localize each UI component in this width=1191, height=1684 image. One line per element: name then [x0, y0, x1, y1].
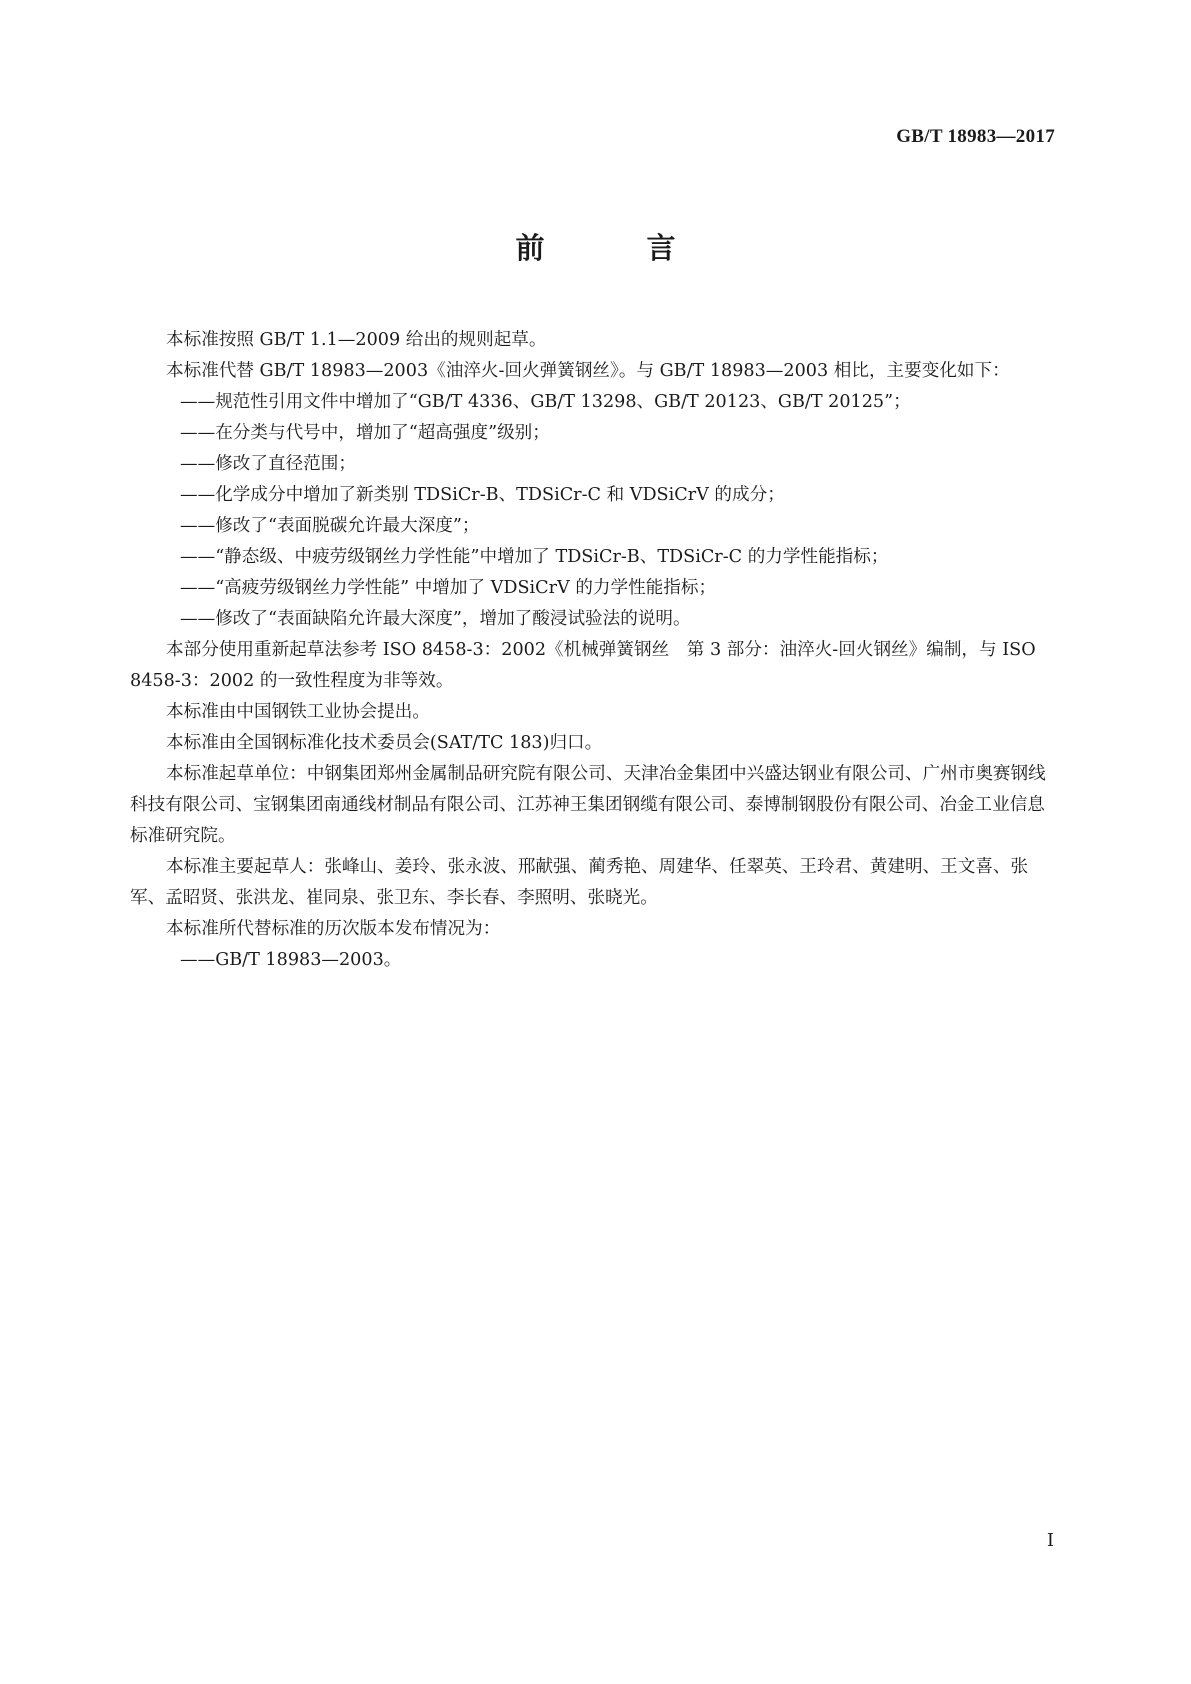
page-title: 前 言 [515, 231, 722, 265]
paragraph-proposer: 本标准由中国钢铁工业协会提出。 [166, 702, 430, 722]
paragraph-version-history: 本标准所代替标准的历次版本发布情况为： [166, 919, 501, 939]
paragraph-iso-reference: 本部分使用重新起草法参考 ISO 8458-3：2002《机械弹簧钢丝 第 3 部分：油淬火-回火钢丝》编制，与 ISO 8458-3：2002 的一致性程度为非等效。 [130, 640, 1036, 691]
history-item: ——GB/T 18983—2003。 [180, 950, 402, 970]
change-item: ——化学成分中增加了新类别 TDSiCr-B、TDSiCr-C 和 VDSiCrV 的成分； [180, 485, 785, 505]
change-item: ——“静态级、中疲劳级钢丝力学性能”中增加了 TDSiCr-B、TDSiCr-C 的力学性能指标； [180, 547, 889, 567]
change-item: ——修改了“表面缺陷允许最大深度”，增加了酸浸试验法的说明。 [180, 609, 691, 629]
change-item: ——“高疲劳级钢丝力学性能” 中增加了 VDSiCrV 的力学性能指标； [180, 578, 717, 598]
foreword-body [130, 325, 1061, 976]
change-item: ——在分类与代号中，增加了“超高强度”级别； [180, 423, 550, 443]
change-item: ——规范性引用文件中增加了“GB/T 4336、GB/T 13298、GB/T 20123、GB/T 20125”； [180, 392, 911, 412]
change-item: ——修改了直径范围； [180, 454, 356, 474]
paragraph-drafting-units: 本标准起草单位：中钢集团郑州金属制品研究院有限公司、天津冶金集团中兴盛达钢业有限公司、广州市奥赛钢线科技有限公司、宝钢集团南通线材制品有限公司、江苏神王集团钢缆有限公司、泰博制钢股份有限公司、冶金工业信息标准研究院。 [130, 764, 1046, 846]
paragraph-replacement: 本标准代替 GB/T 18983—2003《油淬火-回火弹簧钢丝》。与 GB/T 18983—2003 相比，主要变化如下： [166, 361, 1010, 381]
paragraph-main-drafters: 本标准主要起草人：张峰山、姜玲、张永波、邢献强、蔺秀艳、周建华、任翠英、王玲君、黄建明、王文喜、张军、孟昭贤、张洪龙、崔同泉、张卫东、李长春、李照明、张晓光。 [130, 857, 1029, 908]
change-item: ——修改了“表面脱碳允许最大深度”； [180, 516, 480, 536]
standard-code: GB/T 18983—2017 [896, 126, 1055, 147]
paragraph-technical-committee: 本标准由全国钢标准化技术委员会(SAT/TC 183)归口。 [166, 733, 603, 753]
page-number: I [1046, 1530, 1054, 1551]
paragraph-drafting-rules: 本标准按照 GB/T 1.1—2009 给出的规则起草。 [166, 330, 547, 350]
